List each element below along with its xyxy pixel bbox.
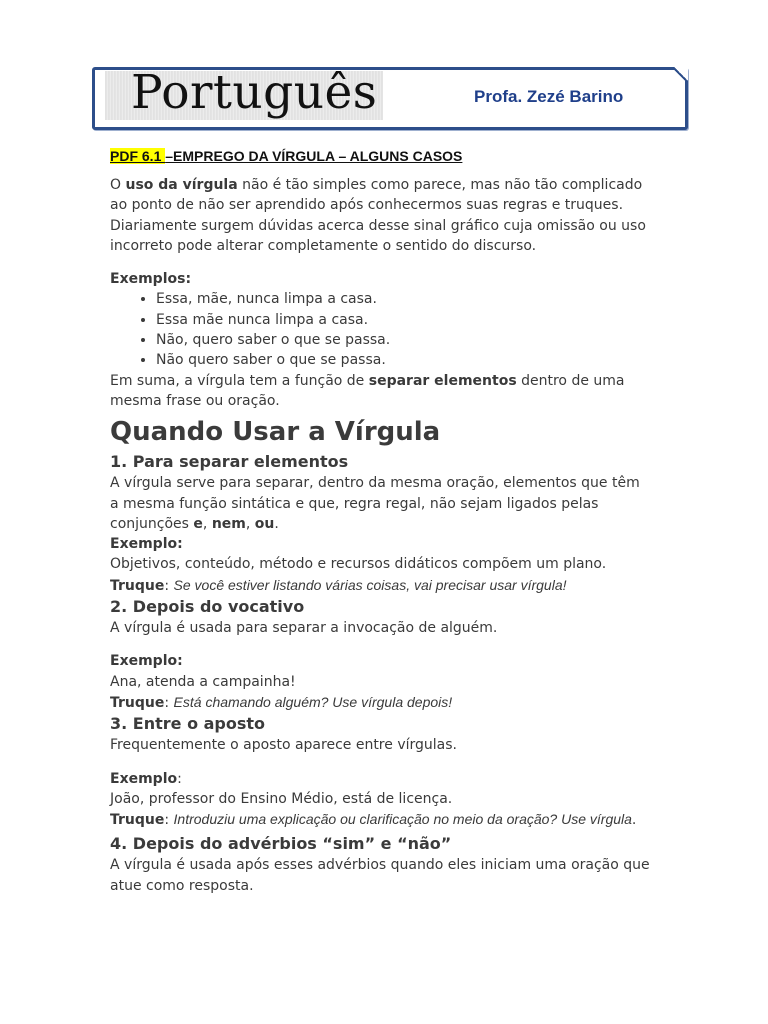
s1-truque-text: Se você estiver listando várias coisas, vai precisar usar vírgula! — [173, 576, 567, 593]
s1-sep: , — [245, 515, 255, 532]
s3-example-label: Exemplo — [110, 770, 178, 787]
list-item: • Essa, mãe, nunca limpa a casa. — [156, 289, 650, 309]
s2-example: Ana, atenda a campainha! — [110, 673, 296, 690]
s1-text — [110, 473, 650, 534]
summary-paragraph — [110, 371, 650, 412]
s1-truque-sep: : — [164, 577, 174, 594]
list-item: • Essa mãe nunca limpa a casa. — [156, 310, 650, 330]
s3-example-line — [110, 769, 650, 789]
logo-text: Português — [131, 71, 378, 120]
summary-bold: separar elementos — [368, 372, 517, 389]
s1-end: . — [274, 515, 279, 532]
s3-truque-text: Introduziu uma explicação ou clarificação no meio da oração? Use vírgula — [173, 811, 632, 828]
document-title — [110, 148, 650, 164]
intro-pre: O — [110, 177, 126, 193]
intro-post: não é tão simples como parece, mas não tão complicado ao ponto de não ser aprendido após conhecermos suas regras e truques. Diariamente surgem dúvidas acerca desse sinal gráfico cuja omissão ou uso incorreto pode alterar completamente o sentido do discurso. — [110, 177, 646, 254]
s2-heading: 2. Depois do vocativo — [110, 597, 305, 617]
s2-truque-text: Está chamando alguém? Use vírgula depois! — [173, 693, 453, 710]
document-body — [110, 148, 650, 896]
s1-text-pre: A vírgula serve para separar, dentro da mesma oração, elementos que têm a mesma função sintática e que, regra regal, não sejam ligados pelas conjunções — [110, 475, 640, 532]
author-name: Profa. Zezé Barino — [474, 87, 624, 106]
s1-heading: 1. Para separar elementos — [110, 452, 349, 472]
s1-sep: , — [202, 515, 212, 532]
intro-paragraph — [110, 175, 650, 256]
s1-conj-e: e — [193, 515, 203, 532]
s3-truque — [110, 809, 650, 830]
portugues-logo — [105, 71, 383, 120]
s3-example-colon: : — [177, 770, 182, 787]
summary-post: dentro de uma mesma frase ou oração. — [110, 372, 625, 409]
title-rest: –EMPREGO DA VÍRGULA – ALGUNS CASOS — [165, 148, 463, 164]
title-highlight: PDF 6.1 — [110, 148, 166, 164]
s1-truque-label: Truque — [110, 577, 165, 594]
examples-list — [110, 289, 650, 370]
s3-truque-sep: : — [164, 812, 174, 829]
s2-truque — [110, 692, 650, 713]
s1-conj-ou: ou — [254, 515, 275, 532]
s3-truque-label: Truque — [110, 812, 165, 829]
s1-conj-nem: nem — [211, 515, 246, 532]
s1-example-label: Exemplo: — [110, 536, 183, 553]
s1-example: Objetivos, conteúdo, método e recursos didáticos compõem um plano. — [110, 556, 607, 573]
s3-example: João, professor do Ensino Médio, está de licença. — [110, 790, 453, 807]
list-item: • Não quero saber o que se passa. — [156, 350, 650, 370]
exemplos-label: Exemplos: — [110, 271, 192, 288]
summary-pre: Em suma, a vírgula tem a função de — [110, 372, 369, 389]
s3-truque-end: . — [631, 812, 637, 829]
s3-heading: 3. Entre o aposto — [110, 714, 266, 734]
s2-truque-sep: : — [164, 694, 174, 711]
s3-text: Frequentemente o aposto aparece entre vírgulas. — [110, 737, 457, 754]
s2-example-label: Exemplo: — [110, 653, 183, 670]
s4-text: A vírgula é usada após esses advérbios quando eles iniciam uma oração que atue como resposta. — [110, 857, 650, 894]
s4-heading: 4. Depois do advérbios “sim” e “não” — [110, 834, 452, 854]
intro-bold: uso da vírgula — [125, 177, 238, 193]
list-item: • Não, quero saber o que se passa. — [156, 330, 650, 350]
s2-truque-label: Truque — [110, 694, 165, 711]
s2-text: A vírgula é usada para separar a invocação de alguém. — [110, 620, 498, 637]
s1-truque — [110, 575, 650, 596]
section-heading: Quando Usar a Vírgula — [110, 417, 441, 448]
page-fold-corner — [674, 67, 688, 81]
